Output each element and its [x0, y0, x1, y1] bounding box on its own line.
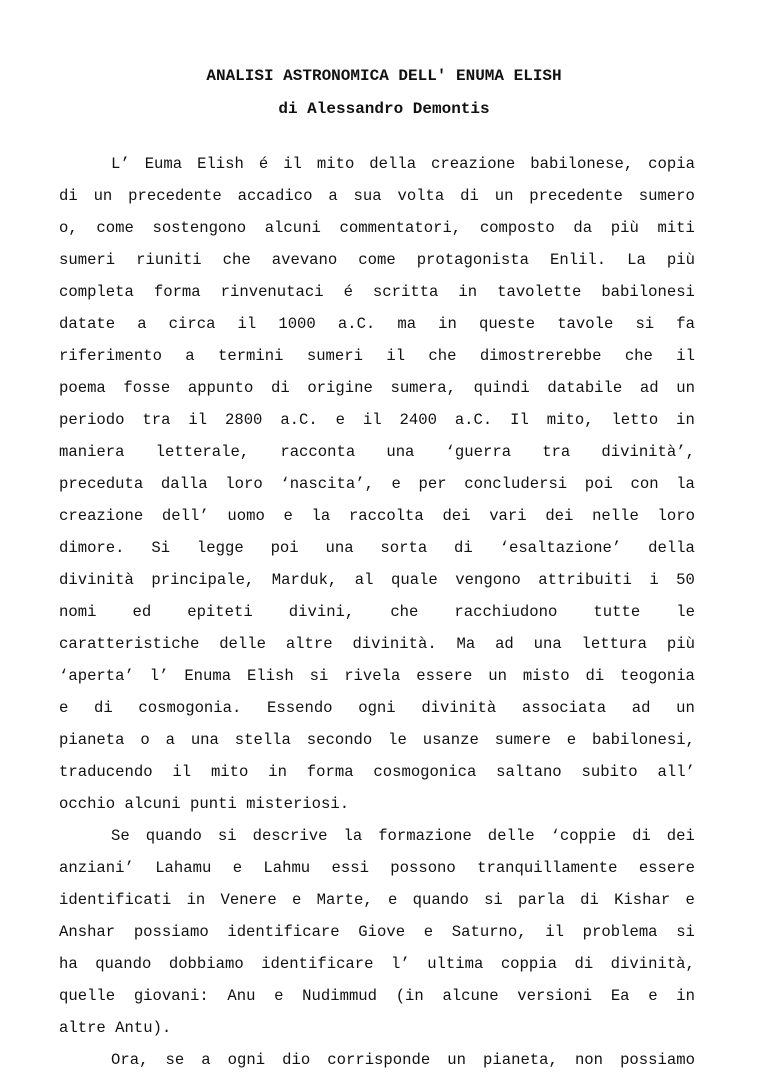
- document-author: di Alessandro Demontis: [278, 100, 490, 118]
- text-line: nomi ed epiteti divini, che racchiudono tutte le: [59, 603, 695, 621]
- text-line: identificati in Venere e Marte, e quando si parla di Kishar e: [59, 891, 695, 909]
- text-line: Ora, se a ogni dio corrisponde un pianeta, non possiamo: [111, 1051, 695, 1069]
- text-line: occhio alcuni punti misteriosi.: [59, 795, 350, 813]
- text-line: sumeri riuniti che avevano come protagonista Enlil. La più: [59, 251, 695, 269]
- text-line: datate a circa il 1000 a.C. ma in queste tavole si fa: [59, 315, 695, 333]
- text-line: ha quando dobbiamo identificare l’ ultima coppia di divinità,: [59, 955, 695, 973]
- text-line: divinità principale, Marduk, al quale vengono attribuiti i 50: [59, 571, 695, 589]
- text-line: ‘aperta’ l’ Enuma Elish si rivela essere un misto di teogonia: [59, 667, 695, 685]
- document-body: [59, 148, 695, 1076]
- text-line: anziani’ Lahamu e Lahmu essi possono tranquillamente essere: [59, 859, 695, 877]
- text-line: caratteristiche delle altre divinità. Ma ad una lettura più: [59, 635, 695, 653]
- document-title: ANALISI ASTRONOMICA DELL' ENUMA ELISH: [206, 67, 562, 85]
- text-line: dimore. Si legge poi una sorta di ‘esaltazione’ della: [59, 539, 695, 557]
- text-line: poema fosse appunto di origine sumera, quindi databile ad un: [59, 379, 695, 397]
- text-line: riferimento a termini sumeri il che dimostrerebbe che il: [59, 347, 695, 365]
- text-line: maniera letterale, racconta una ‘guerra tra divinità’,: [59, 443, 695, 461]
- text-line: Anshar possiamo identificare Giove e Saturno, il problema si: [59, 923, 695, 941]
- text-line: e di cosmogonia. Essendo ogni divinità associata ad un: [59, 699, 695, 717]
- text-line: Se quando si descrive la formazione delle ‘coppie di dei: [111, 827, 695, 845]
- text-line: preceduta dalla loro ‘nascita’, e per concludersi poi con la: [59, 475, 695, 493]
- text-line: creazione dell’ uomo e la raccolta dei vari dei nelle loro: [59, 507, 695, 525]
- text-line: pianeta o a una stella secondo le usanze sumere e babilonesi,: [59, 731, 695, 749]
- text-line: quelle giovani: Anu e Nudimmud (in alcune versioni Ea e in: [59, 987, 695, 1005]
- text-line: completa forma rinvenutaci é scritta in tavolette babilonesi: [59, 283, 695, 301]
- text-line: di un precedente accadico a sua volta di un precedente sumero: [59, 187, 695, 205]
- text-line: periodo tra il 2800 a.C. e il 2400 a.C. Il mito, letto in: [59, 411, 695, 429]
- text-line: traducendo il mito in forma cosmogonica saltano subito all’: [59, 763, 695, 781]
- text-line: o, come sostengono alcuni commentatori, composto da più miti: [59, 219, 695, 237]
- text-line: L’ Euma Elish é il mito della creazione babilonese, copia: [111, 155, 695, 173]
- text-line: altre Antu).: [59, 1019, 172, 1037]
